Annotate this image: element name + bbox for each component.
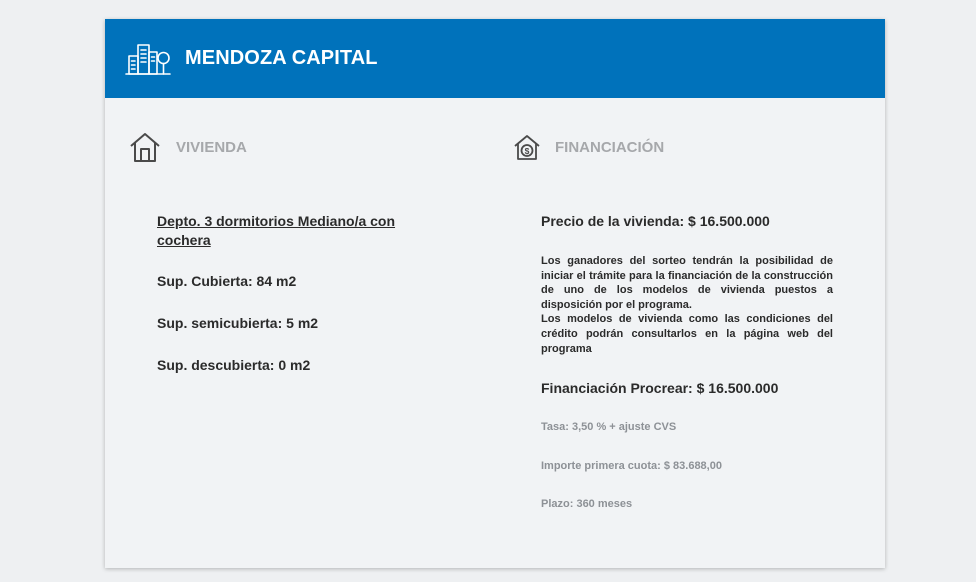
svg-text:$: $ [524, 146, 530, 156]
section-vivienda [129, 131, 247, 163]
description-paragraph-1: Los ganadores del sorteo tendrán la posibilidad de iniciar el trámite para la financiación de la construcción de uno de los modelos de vivienda puestos a disposición por el programa. [541, 255, 833, 311]
section-vivienda-title: VIVIENDA [176, 138, 247, 156]
city-buildings-icon [125, 42, 171, 76]
financing-description [541, 254, 833, 356]
description-paragraph-2: Los modelos de vivienda como las condiciones del crédito podrán consultarlos en la página web del programa [541, 313, 833, 355]
house-icon [129, 131, 161, 163]
financiacion-procrear: Financiación Procrear: $ 16.500.000 [541, 380, 779, 396]
sup-cubierta: Sup. Cubierta: 84 m2 [157, 273, 297, 289]
sup-descubierta: Sup. descubierta: 0 m2 [157, 357, 311, 373]
precio-vivienda: Precio de la vivienda: $ 16.500.000 [541, 213, 770, 229]
house-dollar-icon [513, 133, 541, 161]
section-financiacion [513, 133, 664, 161]
tasa: Tasa: 3,50 % + ajuste CVS [541, 421, 677, 433]
page-title: MENDOZA CAPITAL [185, 47, 378, 69]
importe-primera-cuota: Importe primera cuota: $ 83.688,00 [541, 460, 722, 472]
plazo: Plazo: 360 meses [541, 498, 633, 510]
project-card [105, 19, 885, 568]
housing-model-link[interactable]: Depto. 3 dormitorios Mediano/a con cochera [157, 213, 396, 248]
card-header [105, 19, 885, 98]
sup-semicubierta: Sup. semicubierta: 5 m2 [157, 315, 319, 331]
section-financiacion-title: FINANCIACIÓN [555, 138, 665, 156]
